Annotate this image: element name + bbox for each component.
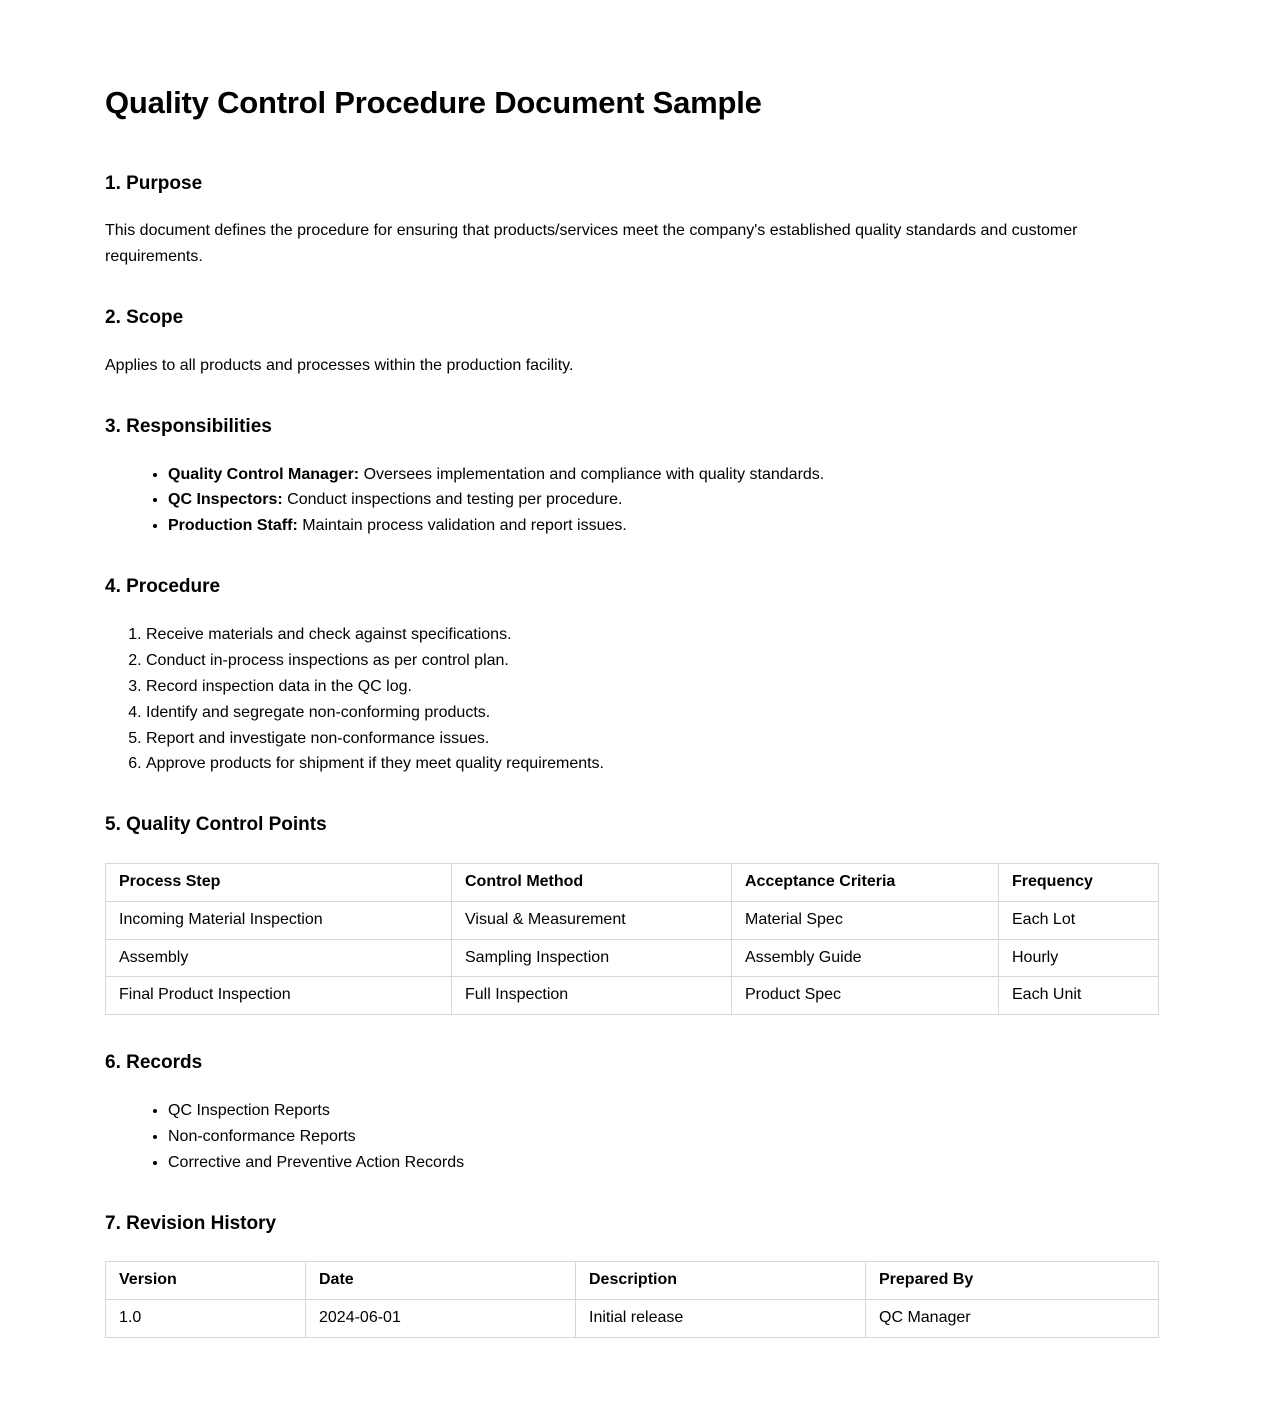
purpose-body: This document defines the procedure for ensuring that products/services meet the company's established quality standards and customer requirements. (105, 222, 1078, 266)
list-item: 6. Approve products for shipment if they meet quality requirements. (146, 751, 1158, 777)
list-item (168, 513, 1158, 539)
column-header-process-step: Process Step (106, 864, 452, 902)
table-header-row (106, 1262, 1159, 1300)
cell-date: 2024-06-01 (306, 1300, 576, 1338)
section-heading-quality-control-points: 5. Quality Control Points (105, 814, 327, 836)
responsibility-detail: Conduct inspections and testing per procedure. (282, 491, 623, 509)
cell-process-step: Final Product Inspection (106, 977, 452, 1015)
responsibility-role: Quality Control Manager: (168, 465, 360, 483)
list-item: 2. Conduct in-process inspections as per control plan. (146, 648, 1158, 674)
cell-process-step: Incoming Material Inspection (106, 901, 452, 939)
section-heading-purpose: 1. Purpose (105, 172, 203, 194)
procedure-list (105, 622, 1158, 777)
list-item (168, 487, 1158, 513)
spacer (105, 440, 1158, 462)
cell-process-step: Assembly (106, 939, 452, 977)
cell-acceptance-criteria: Assembly Guide (732, 939, 999, 977)
cell-control-method: Full Inspection (452, 977, 732, 1015)
cell-frequency: Hourly (999, 939, 1159, 977)
list-item: • Non-conformance Reports (168, 1124, 1158, 1150)
responsibilities-list (105, 462, 1158, 540)
column-header-frequency: Frequency (999, 864, 1159, 902)
list-item: 5. Report and investigate non-conformance issues. (146, 726, 1158, 752)
cell-acceptance-criteria: Product Spec (732, 977, 999, 1015)
spacer (105, 777, 1158, 813)
spacer (105, 539, 1158, 575)
revision-history-table (105, 1261, 1159, 1338)
column-header-version: Version (106, 1262, 306, 1300)
cell-prepared-by: QC Manager (866, 1300, 1159, 1338)
list-item: • QC Inspection Reports (168, 1098, 1158, 1124)
cell-frequency: Each Unit (999, 977, 1159, 1015)
section-heading-scope: 2. Scope (105, 307, 184, 329)
column-header-description: Description (576, 1262, 866, 1300)
table-row (106, 977, 1159, 1015)
spacer (105, 331, 1158, 353)
scope-body: Applies to all products and processes within the production facility. (105, 356, 574, 374)
responsibility-role: Production Staff: (168, 517, 298, 535)
spacer (105, 1236, 1158, 1261)
column-header-control-method: Control Method (452, 864, 732, 902)
spacer (105, 196, 1158, 218)
spacer (105, 1076, 1158, 1098)
page-title: Quality Control Procedure Document Sample (105, 85, 762, 120)
responsibility-detail: Oversees implementation and compliance with quality standards. (359, 465, 825, 483)
table-row (106, 939, 1159, 977)
cell-control-method: Visual & Measurement (452, 901, 732, 939)
spacer (105, 838, 1158, 863)
records-list (105, 1098, 1158, 1176)
section-heading-responsibilities: 3. Responsibilities (105, 415, 272, 437)
spacer (105, 1176, 1158, 1212)
column-header-acceptance-criteria: Acceptance Criteria (732, 864, 999, 902)
cell-control-method: Sampling Inspection (452, 939, 732, 977)
list-item (168, 462, 1158, 488)
spacer (105, 270, 1158, 306)
list-item: 4. Identify and segregate non-conforming products. (146, 700, 1158, 726)
spacer (105, 600, 1158, 622)
responsibility-role: QC Inspectors: (168, 491, 283, 509)
table-header-row (106, 864, 1159, 902)
cell-description: Initial release (576, 1300, 866, 1338)
quality-control-points-table (105, 863, 1159, 1015)
list-item: 1. Receive materials and check against specifications. (146, 622, 1158, 648)
column-header-prepared-by: Prepared By (866, 1262, 1159, 1300)
cell-version: 1.0 (106, 1300, 306, 1338)
column-header-date: Date (306, 1262, 576, 1300)
cell-frequency: Each Lot (999, 901, 1159, 939)
list-item: 3. Record inspection data in the QC log. (146, 674, 1158, 700)
responsibility-detail: Maintain process validation and report issues. (297, 517, 627, 535)
table-row (106, 901, 1159, 939)
spacer (105, 379, 1158, 415)
section-heading-procedure: 4. Procedure (105, 576, 221, 598)
spacer (105, 1015, 1158, 1051)
table-row (106, 1300, 1159, 1338)
list-item: • Corrective and Preventive Action Records (168, 1150, 1158, 1176)
section-heading-revision-history: 7. Revision History (105, 1212, 277, 1234)
spacer (105, 123, 1158, 172)
section-heading-records: 6. Records (105, 1052, 203, 1074)
cell-acceptance-criteria: Material Spec (732, 901, 999, 939)
